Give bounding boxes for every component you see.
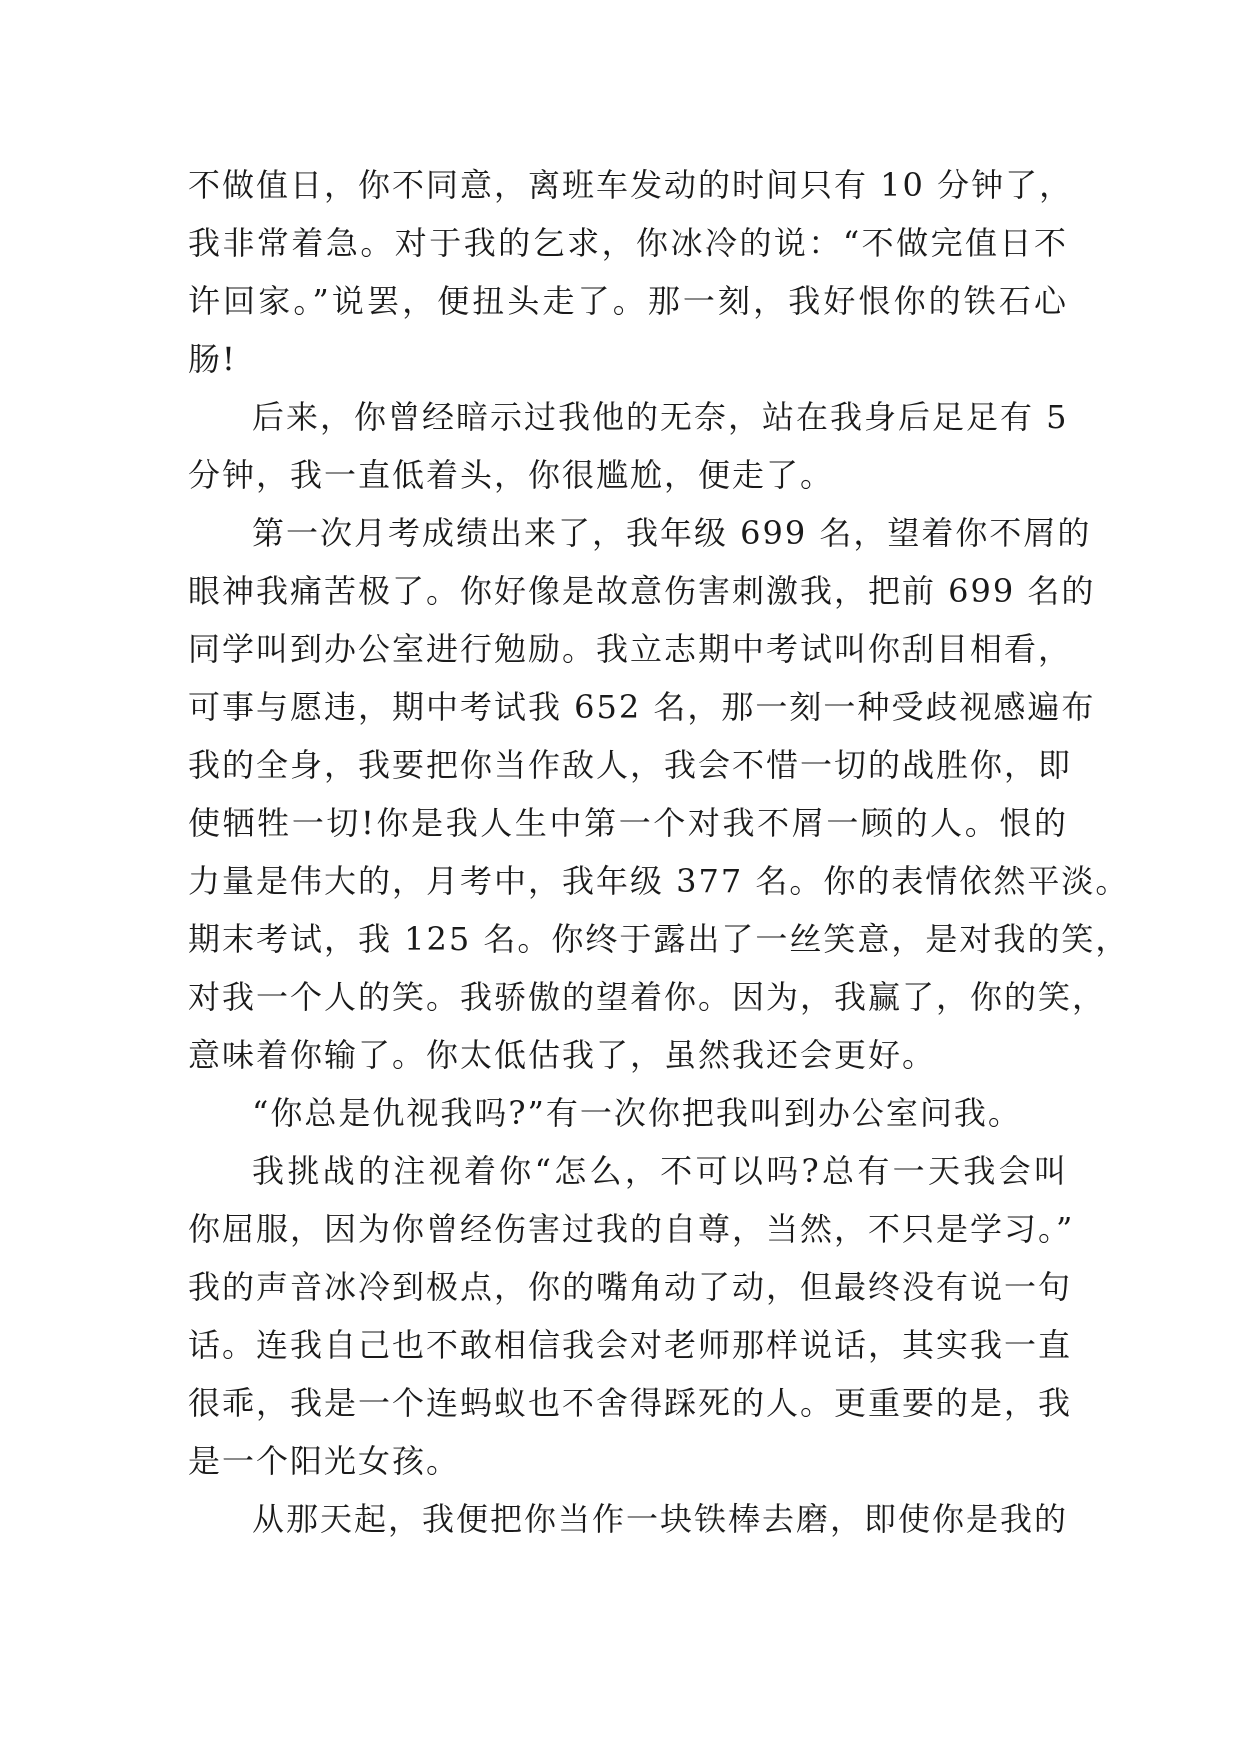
- body-text: [188, 156, 1130, 1548]
- text-line: 你屈服，因为你曾经伤害过我的自尊，当然，不只是学习。”: [188, 1210, 1075, 1248]
- text-line: 不做值日，你不同意，离班车发动的时间只有 10 分钟了，: [188, 166, 1074, 204]
- text-line: 许回家。”说罢，便扭头走了。那一刻，我好恨你的铁石心: [188, 282, 1068, 320]
- text-line: 很乖，我是一个连蚂蚁也不舍得踩死的人。更重要的是，我: [188, 1384, 1073, 1422]
- text-line: 话。连我自己也不敢相信我会对老师那样说话，其实我一直: [188, 1326, 1073, 1364]
- text-line: 后来，你曾经暗示过我他的无奈，站在我身后足足有 5: [252, 398, 1069, 436]
- text-line: 意味着你输了。你太低估我了，虽然我还会更好。: [188, 1036, 937, 1074]
- text-line: 力量是伟大的，月考中，我年级 377 名。你的表情依然平淡。: [188, 862, 1130, 900]
- text-line: 对我一个人的笑。我骄傲的望着你。因为，我赢了，你的笑，: [188, 978, 1107, 1016]
- text-line: 我的声音冰冷到极点，你的嘴角动了动，但最终没有说一句: [188, 1268, 1073, 1306]
- text-line: 同学叫到办公室进行勉励。我立志期中考试叫你刮目相看，: [188, 630, 1073, 668]
- text-line: 我挑战的注视着你“怎么，不可以吗?总有一天我会叫: [252, 1152, 1068, 1190]
- text-line: 眼神我痛苦极了。你好像是故意伤害刺激我，把前 699 名的: [188, 572, 1096, 610]
- text-line: 期末考试，我 125 名。你终于露出了一丝笑意，是对我的笑，: [188, 920, 1130, 958]
- text-line: 肠!: [188, 340, 237, 378]
- text-line: 我非常着急。对于我的乞求，你冰冷的说：“不做完值日不: [188, 224, 1068, 262]
- text-line: 我的全身，我要把你当作敌人，我会不惜一切的战胜你，即: [188, 746, 1073, 784]
- text-line: 分钟，我一直低着头，你很尴尬，便走了。: [188, 456, 835, 494]
- text-line: 第一次月考成绩出来了，我年级 699 名，望着你不屑的: [252, 514, 1092, 552]
- text-line: 可事与愿违，期中考试我 652 名，那一刻一种受歧视感遍布: [188, 688, 1096, 726]
- text-line: “你总是仇视我吗?”有一次你把我叫到办公室问我。: [252, 1094, 1022, 1132]
- text-line: 从那天起，我便把你当作一块铁棒去磨，即使你是我的: [252, 1500, 1069, 1538]
- text-line: 使牺牲一切!你是我人生中第一个对我不屑一顾的人。恨的: [188, 804, 1068, 842]
- text-line: 是一个阳光女孩。: [188, 1442, 461, 1480]
